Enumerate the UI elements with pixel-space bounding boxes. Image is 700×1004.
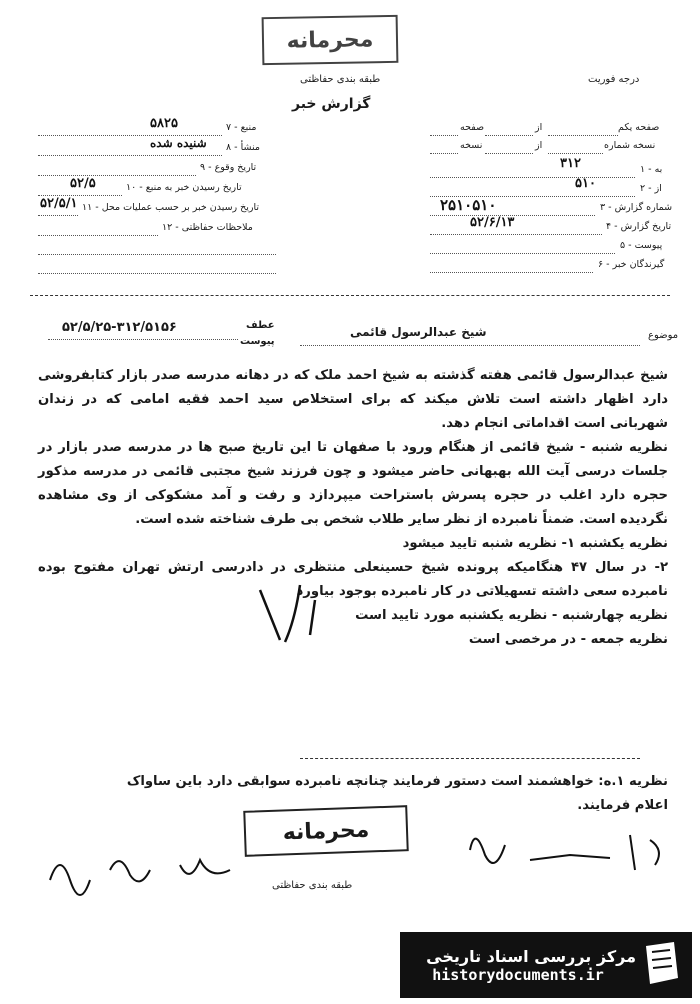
ops-received-label: ۱۱ - تاریخ رسیدن خبر بر حسب عملیات محل	[82, 202, 260, 213]
receivers-label: ۶ - گیرندگان خبر	[598, 259, 665, 270]
from-label: ۲ - از	[640, 183, 662, 194]
report-title: گزارش خبر	[292, 96, 371, 112]
reference-number: ۵۲/۵/۲۵-۳۱۲/۵۱۵۶	[62, 320, 177, 335]
origin-label: ۸ - منشأ	[226, 142, 260, 153]
classification-label-bottom: طبقه بندی حفاظتی	[272, 880, 353, 891]
atf-label: عطف	[246, 320, 275, 331]
from-value: ۵۱۰	[575, 176, 596, 191]
to-value: ۳۱۲	[560, 156, 581, 171]
peyvast-label: پیوست	[240, 336, 275, 347]
subject-value: شیخ عبدالرسول قائمی	[350, 325, 487, 339]
reference-labels	[240, 318, 275, 350]
archive-url[interactable]: historydocuments.ir	[432, 965, 604, 984]
priority-label: درجه فوریت	[588, 74, 640, 85]
attachment-label: ۵ - پیوست	[620, 240, 663, 251]
signature-icon	[40, 840, 260, 900]
body-separator	[300, 758, 640, 759]
archive-logo-icon	[640, 938, 686, 988]
ops-received-value: ۵۲/۵/۱	[40, 196, 78, 211]
event-date-label: ۹ - تاریخ وقوع	[200, 162, 257, 173]
to-label: ۱ - به	[640, 164, 663, 175]
source-label: ۷ - منبع	[226, 122, 257, 133]
body-paragraph-1: شیخ عبدالرسول قائمی هفته گذشته به شیخ احمد ملک که در دهانه مدرسه صدر بازار کتابفروشی دارد اظهار داشته است تلاش میکند که برای استخلاص سید احمد فقیه امامی که در زندان شهربانی است اقداماتی انجام دهد.	[38, 368, 668, 431]
report-body	[38, 364, 668, 652]
closing-paragraph: نظریه ۱.ه: خواهشمند است دستور فرمایند چنانچه نامبرده سوابقی دارد باین ساواک	[126, 774, 668, 789]
handwritten-mark-icon	[240, 580, 340, 650]
source-received-label: ۱۰ - تاریخ رسیدن خبر به منبع	[126, 182, 242, 193]
body-paragraph-3: نظریه یکشنبه ۱- نظریه شنبه تایید میشود	[402, 536, 668, 551]
archive-title: مرکز بررسی اسناد تاریخی	[426, 946, 636, 966]
classification-label-top: طبقه بندی حفاظتی	[300, 74, 381, 85]
copy-from-label: از	[535, 140, 543, 151]
bottom-classification-stamp: محرمانه	[243, 805, 409, 857]
origin-value: شنیده شده	[150, 136, 207, 150]
body-paragraph-5: نظریه چهارشنبه - نظریه یکشنبه مورد تایید است	[355, 608, 668, 623]
report-date-label: ۴ - تاریخ گزارش	[606, 221, 672, 232]
report-no-value: ۲۵۱۰۵۱۰	[440, 196, 497, 214]
top-classification-stamp: محرمانه	[262, 15, 399, 65]
body-paragraph-2: نظریه شنبه - شیخ قائمی از هنگام ورود با صفهان تا این تاریخ صبح ها در مدرسه صدر بازار در جلسات درسی آیت الله بهبهانی حاضر میشود و چون فرزند شیخ مجتبی قائمی در مدرسه مذکور حجره دارد اغلب در حجره پسرش باستراحت میپردازد و رفت و آمد مشکوکی از وی مشاهده نگردیده است. ضمناً نامبرده از نظر سایر طلاب شخص بی طرف شناخته شده است.	[38, 440, 668, 527]
report-date-value: ۵۲/۶/۱۳	[470, 215, 515, 230]
page-from-label: از	[535, 122, 543, 133]
subject-label: موضوع	[648, 330, 679, 341]
page-label: صفحه یکم	[618, 122, 660, 133]
page-unit-label: صفحه	[460, 122, 485, 133]
source-value: ۵۸۲۵	[150, 116, 178, 131]
body-paragraph-6: نظریه جمعه - در مرخصی است	[468, 632, 668, 647]
source-received-value: ۵۲/۵	[70, 176, 96, 191]
report-no-label: ۳ - شماره گزارش	[600, 202, 673, 213]
header-separator	[30, 295, 670, 296]
copy-no-label: نسخه شماره	[604, 140, 656, 151]
closing-paragraph-2: اعلام فرمایند.	[577, 798, 668, 813]
initials-icon	[460, 820, 680, 880]
security-notes-label: ۱۲ - ملاحظات حفاظتی	[162, 222, 253, 233]
copy-unit-label: نسخه	[460, 140, 483, 151]
body-paragraph-4: ۲- در سال ۴۷ هنگامیکه پرونده شیخ حسینعلی منتظری در دادرسی ارتش تهران مفتوح بوده نامبرده سعی داشته تسهیلاتی در کار نامبرده بوجود بیاورد	[38, 560, 668, 599]
